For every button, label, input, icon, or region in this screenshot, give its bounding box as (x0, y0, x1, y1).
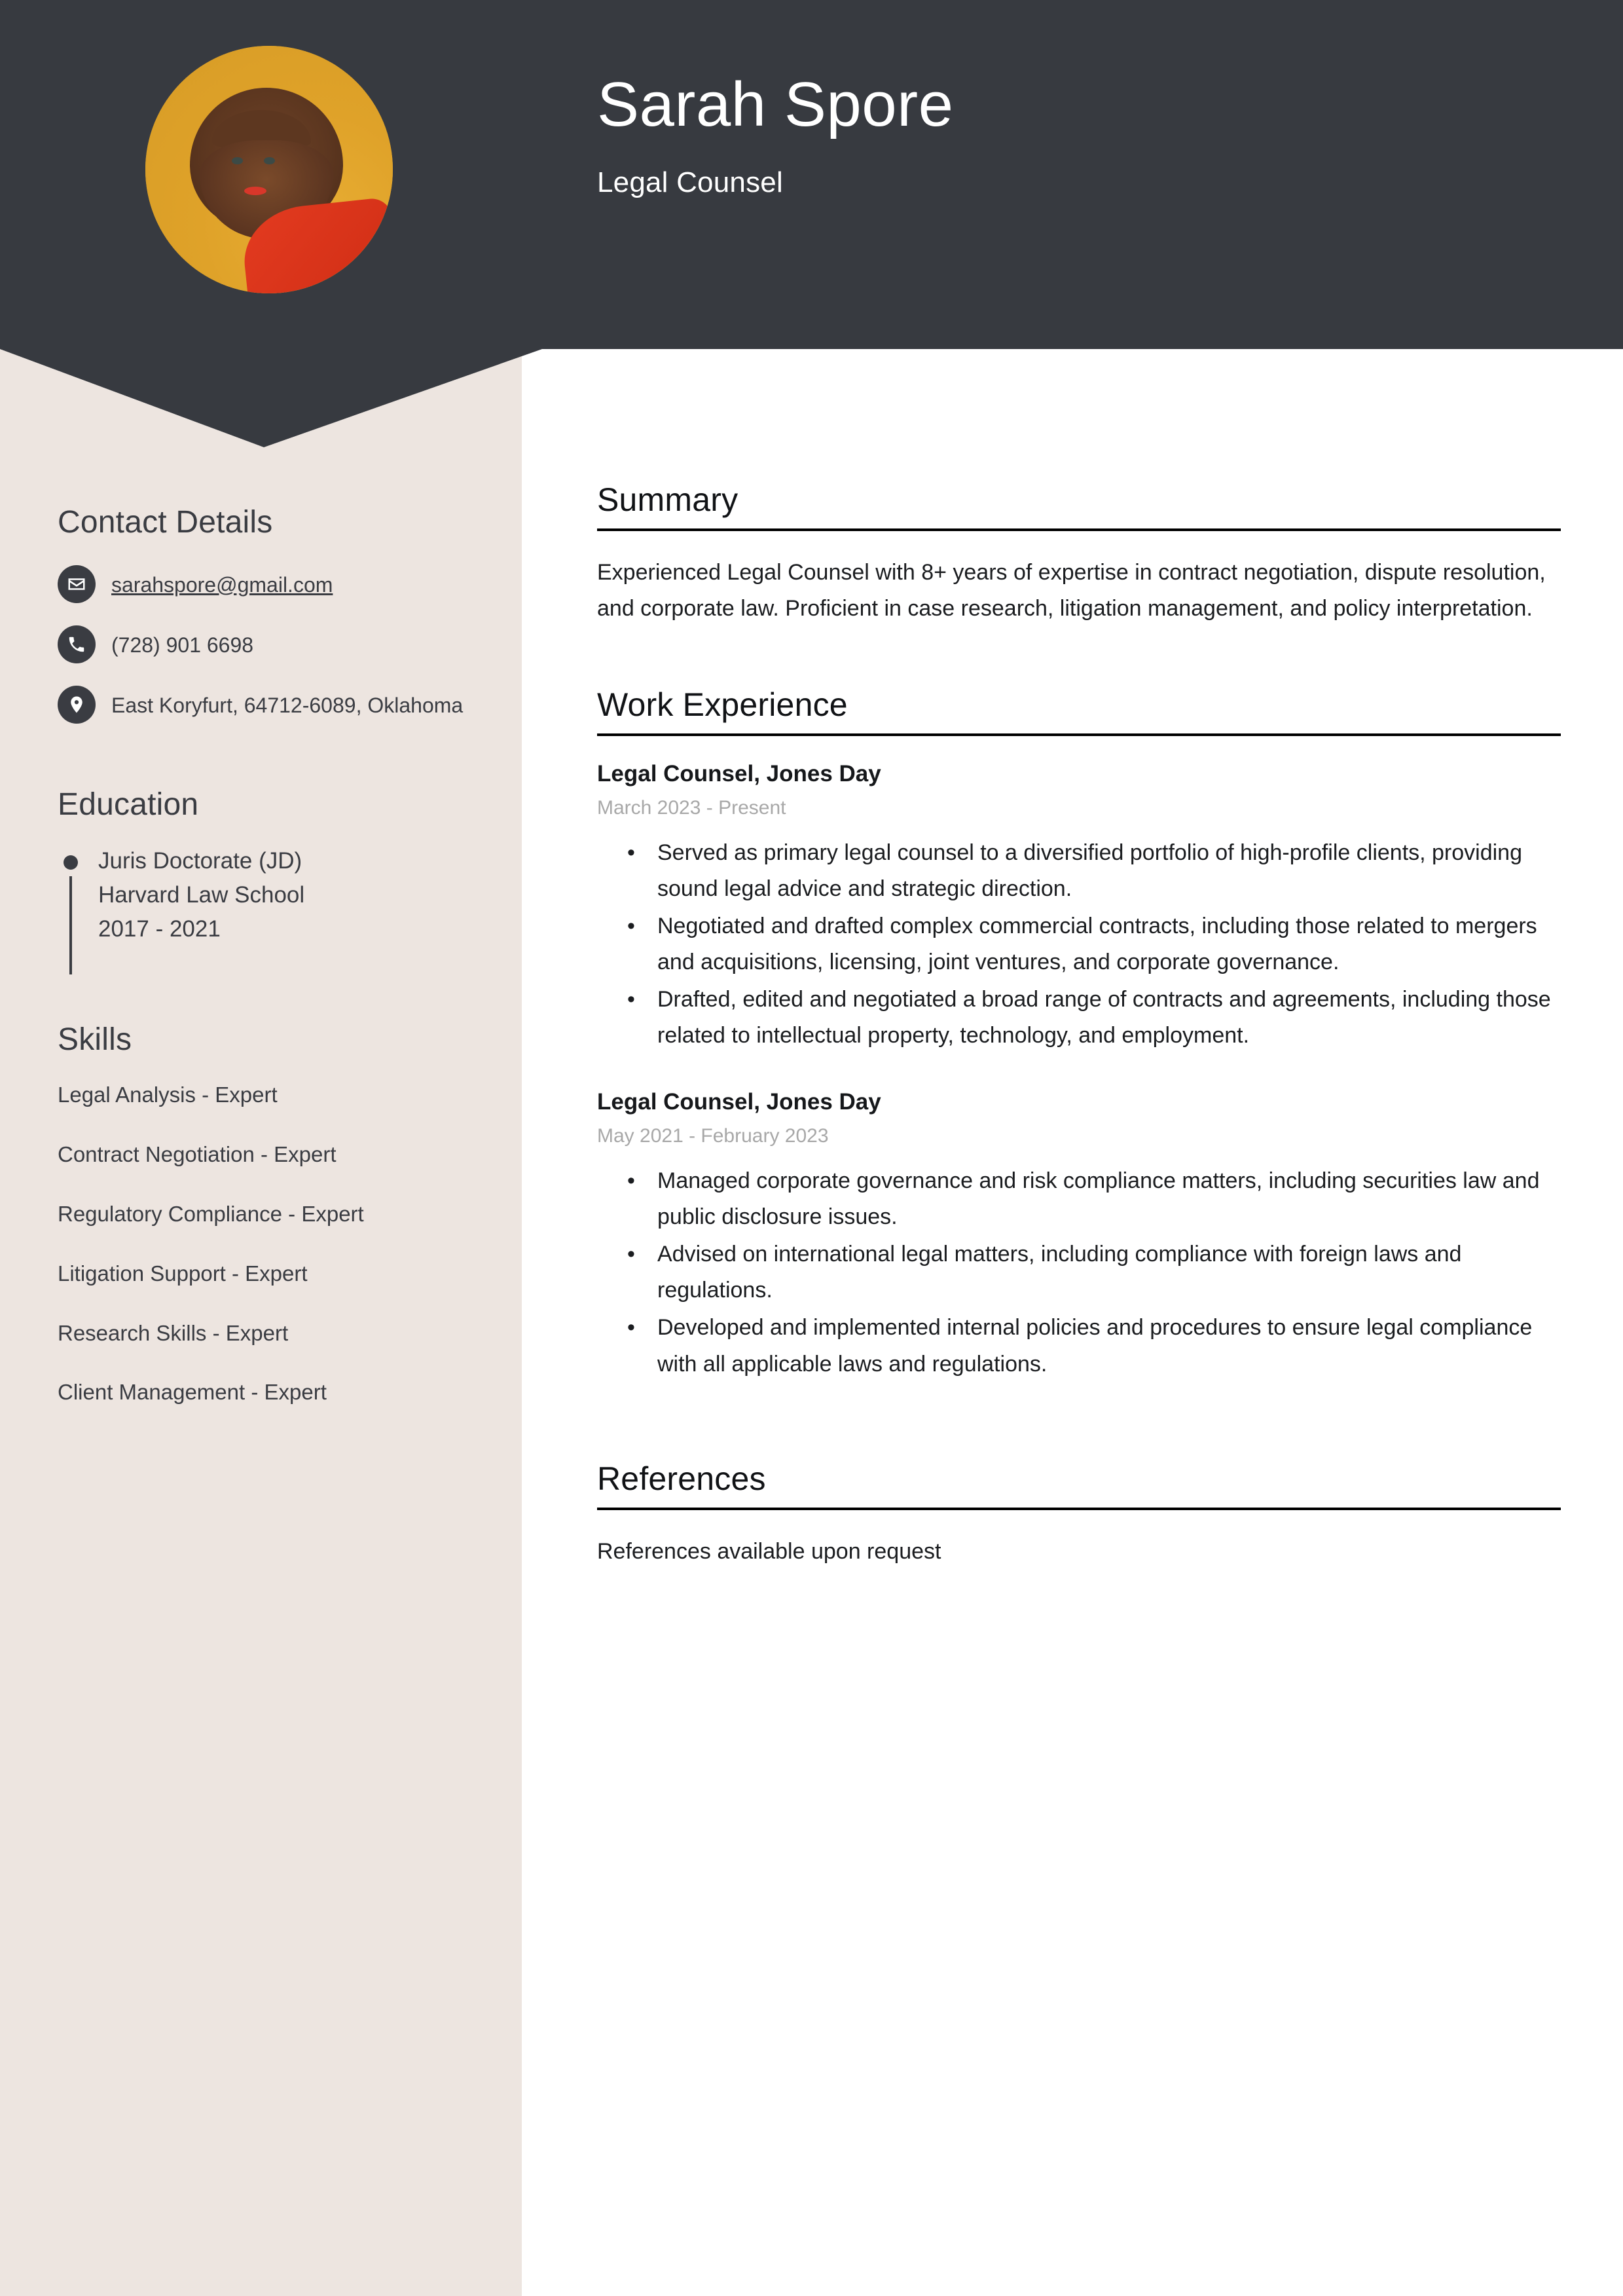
skill-item: Contract Negotiation - Expert (58, 1141, 337, 1166)
job-dates: May 2021 - February 2023 (597, 1125, 829, 1147)
references-heading: References (597, 1460, 766, 1497)
education-item (58, 846, 476, 974)
job-title: Legal Counsel, Jones Day (597, 761, 881, 787)
contact-details-heading: Contact Details (58, 505, 273, 540)
summary-heading: Summary (597, 481, 739, 518)
references-divider (597, 1508, 1561, 1510)
work-experience-body (597, 760, 1561, 1382)
contact-row-phone[interactable] (58, 628, 476, 663)
contact-email-value[interactable]: sarahspore@gmail.com (111, 573, 333, 597)
job-bullet: • Drafted, edited and negotiated a broad range of contracts and agreements, including those related to intellectual property, technology, and employment. (657, 982, 1561, 1054)
job-bullet: • Served as primary legal counsel to a diversified portfolio of high-profile clients, providing sound legal advice and strategic direction. (657, 835, 1561, 907)
work-experience-divider (597, 733, 1561, 736)
education-degree: Juris Doctorate (JD) (98, 848, 302, 874)
summary-body (597, 555, 1561, 627)
skill-item: Regulatory Compliance - Expert (58, 1201, 364, 1226)
location-pin-icon (58, 686, 96, 724)
main-content (597, 482, 1561, 1570)
work-experience-heading: Work Experience (597, 686, 848, 724)
summary-section (597, 482, 1561, 627)
job-dates: March 2023 - Present (597, 796, 786, 819)
phone-icon (58, 625, 96, 663)
spacer-work-references (597, 1384, 1561, 1461)
job-bullet: • Advised on international legal matters, including compliance with foreign laws and regulations. (657, 1236, 1561, 1308)
skill-item: Research Skills - Expert (58, 1320, 289, 1345)
education-bullet-dot (64, 855, 78, 870)
education-heading: Education (58, 787, 199, 822)
skill-item: Legal Analysis - Expert (58, 1083, 278, 1107)
job-bullet: • Negotiated and drafted complex commercial contracts, including those related to mergers and acquisitions, licensing, joint ventures, and corporate governance. (657, 908, 1561, 980)
work-experience-section (597, 687, 1561, 1382)
avatar (145, 46, 393, 293)
education-school: Harvard Law School (98, 882, 305, 908)
job-title: Legal Counsel, Jones Day (597, 1089, 881, 1115)
full-name: Sarah Spore (597, 69, 954, 139)
spacer-contact-education (58, 749, 476, 787)
skill-item: Client Management - Expert (58, 1380, 327, 1405)
contact-phone-value: (728) 901 6698 (111, 633, 254, 657)
contact-row-address (58, 688, 476, 724)
identity-block (597, 69, 954, 199)
contact-row-email[interactable] (58, 568, 476, 603)
references-text: References available upon request (597, 1538, 941, 1564)
contact-details-section (58, 504, 476, 724)
summary-text: Experienced Legal Counsel with 8+ years of expertise in contract negotiation, dispute resolution, and corporate law. Proficient in case research, litigation management, and policy interpretation. (597, 560, 1546, 621)
education-years: 2017 - 2021 (98, 916, 221, 942)
job-bullet-list (597, 1163, 1561, 1382)
skills-section (58, 1022, 476, 1407)
sidebar (0, 452, 522, 1407)
skill-item: Litigation Support - Expert (58, 1261, 308, 1286)
skills-heading: Skills (58, 1022, 132, 1057)
education-timeline-marker (58, 846, 84, 974)
job-bullet-list (597, 835, 1561, 1054)
job-bullet: • Managed corporate governance and risk compliance matters, including securities law and public disclosure issues. (657, 1163, 1561, 1235)
envelope-icon (58, 565, 96, 603)
job-entry (597, 1088, 1561, 1382)
references-body (597, 1534, 1561, 1570)
job-entry (597, 760, 1561, 1054)
summary-divider (597, 528, 1561, 531)
education-details (84, 846, 304, 974)
education-section (58, 787, 476, 974)
references-section (597, 1461, 1561, 1570)
job-bullet: • Developed and implemented internal policies and procedures to ensure legal compliance with all applicable laws and regulations. (657, 1310, 1561, 1382)
education-timeline-line (69, 876, 72, 974)
spacer-summary-work (597, 627, 1561, 687)
contact-address-value: East Koryfurt, 64712-6089, Oklahoma (111, 694, 464, 717)
job-title-subtitle: Legal Counsel (597, 166, 783, 198)
